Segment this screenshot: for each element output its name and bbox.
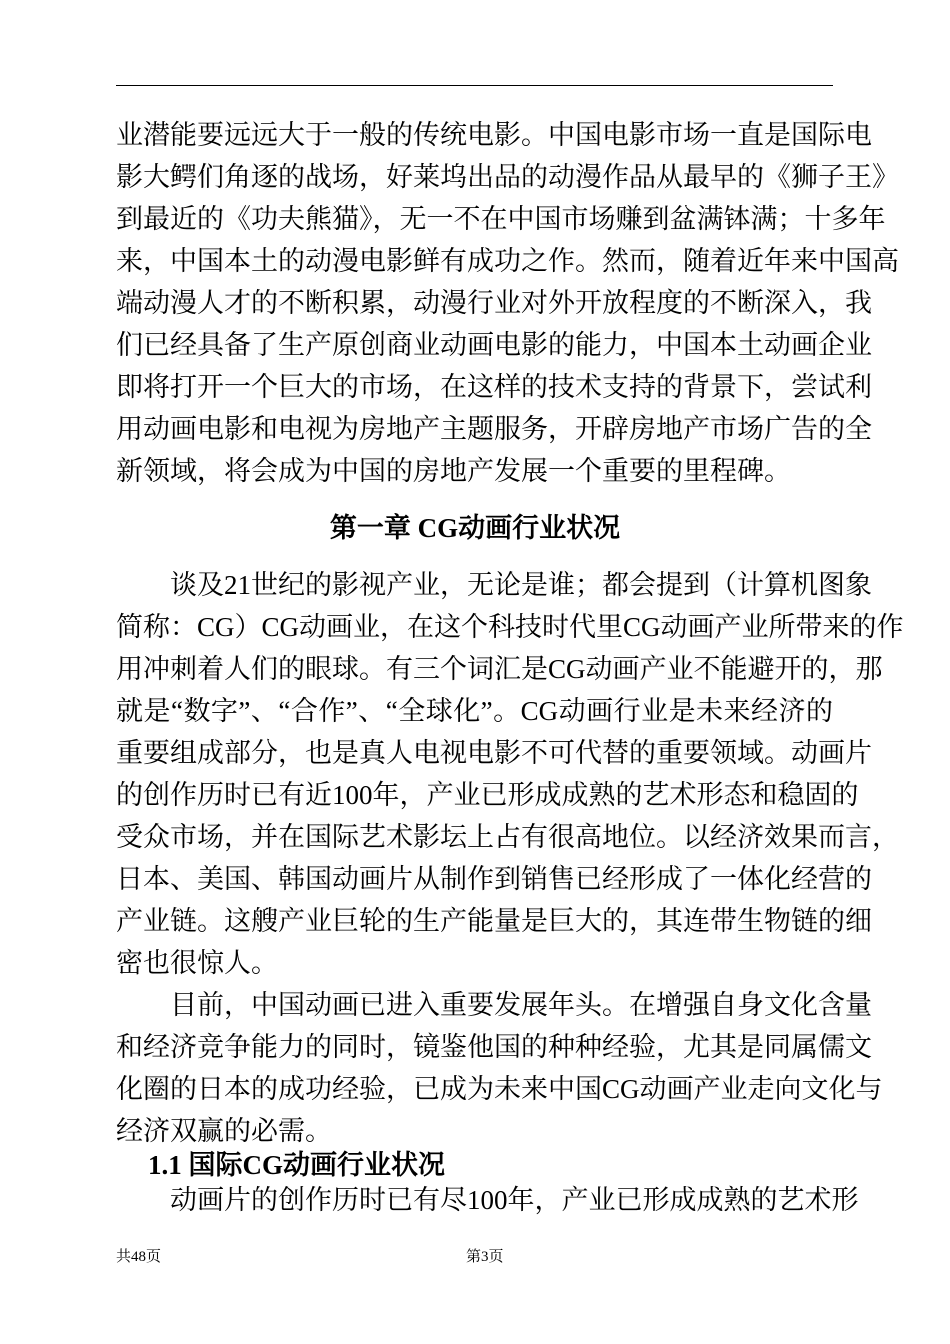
paragraph-line: 业潜能要远远大于一般的传统电影。中国电影市场一直是国际电 bbox=[116, 120, 872, 150]
paragraph-line: 新领域，将会成为中国的房地产发展一个重要的里程碑。 bbox=[116, 456, 791, 486]
paragraph-line: 的创作历时已有近100年，产业已形成成熟的艺术形态和稳固的 bbox=[116, 780, 859, 810]
paragraph-line: 重要组成部分，也是真人电视电影不可代替的重要领域。动画片 bbox=[116, 738, 872, 768]
section-heading: 1.1 国际CG动画行业状况 bbox=[148, 1150, 445, 1180]
paragraph-line: 经济双赢的必需。 bbox=[116, 1116, 332, 1146]
paragraph-line: 受众市场，并在国际艺术影坛上占有很高地位。以经济效果而言， bbox=[116, 822, 899, 852]
header-rule bbox=[116, 85, 833, 86]
paragraph-line: 日本、美国、韩国动画片从制作到销售已经形成了一体化经营的 bbox=[116, 864, 872, 894]
paragraph-line: 产业链。这艘产业巨轮的生产能量是巨大的，其连带生物链的细 bbox=[116, 906, 872, 936]
paragraph-line: 来，中国本土的动漫电影鲜有成功之作。然而，随着近年来中国高 bbox=[116, 246, 899, 276]
paragraph-line: 们已经具备了生产原创商业动画电影的能力，中国本土动画企业 bbox=[116, 330, 872, 360]
paragraph-line: 简称：CG）CG动画业，在这个科技时代里CG动画产业所带来的作 bbox=[116, 612, 904, 642]
paragraph-line: 谈及21世纪的影视产业，无论是谁；都会提到（计算机图象 bbox=[170, 570, 872, 600]
paragraph-line: 化圈的日本的成功经验，已成为未来中国CG动画产业走向文化与 bbox=[116, 1074, 883, 1104]
chapter-heading: 第一章 CG动画行业状况 bbox=[329, 513, 621, 543]
paragraph-line: 目前，中国动画已进入重要发展年头。在增强自身文化含量 bbox=[170, 990, 872, 1020]
paragraph-line: 用冲刺着人们的眼球。有三个词汇是CG动画产业不能避开的，那 bbox=[116, 654, 883, 684]
paragraph-line: 密也很惊人。 bbox=[116, 948, 278, 978]
paragraph-line: 到最近的《功夫熊猫》，无一不在中国市场赚到盆满钵满；十多年 bbox=[116, 204, 886, 234]
paragraph-line: 动画片的创作历时已有尽100年，产业已形成成熟的艺术形 bbox=[170, 1185, 859, 1215]
footer-total-pages: 共48页 bbox=[116, 1249, 162, 1265]
paragraph-line: 端动漫人才的不断积累，动漫行业对外开放程度的不断深入，我 bbox=[116, 288, 872, 318]
paragraph-line: 即将打开一个巨大的市场，在这样的技术支持的背景下，尝试利 bbox=[116, 372, 872, 402]
footer-current-page: 第3页 bbox=[466, 1249, 504, 1265]
paragraph-line: 影大鳄们角逐的战场，好莱坞出品的动漫作品从最早的《狮子王》 bbox=[116, 162, 899, 192]
paragraph-line: 和经济竞争能力的同时，镜鉴他国的种种经验，尤其是同属儒文 bbox=[116, 1032, 872, 1062]
paragraph-line: 就是“数字”、“合作”、“全球化”。CG动画行业是未来经济的 bbox=[116, 696, 833, 726]
paragraph-line: 用动画电影和电视为房地产主题服务，开辟房地产市场广告的全 bbox=[116, 414, 872, 444]
